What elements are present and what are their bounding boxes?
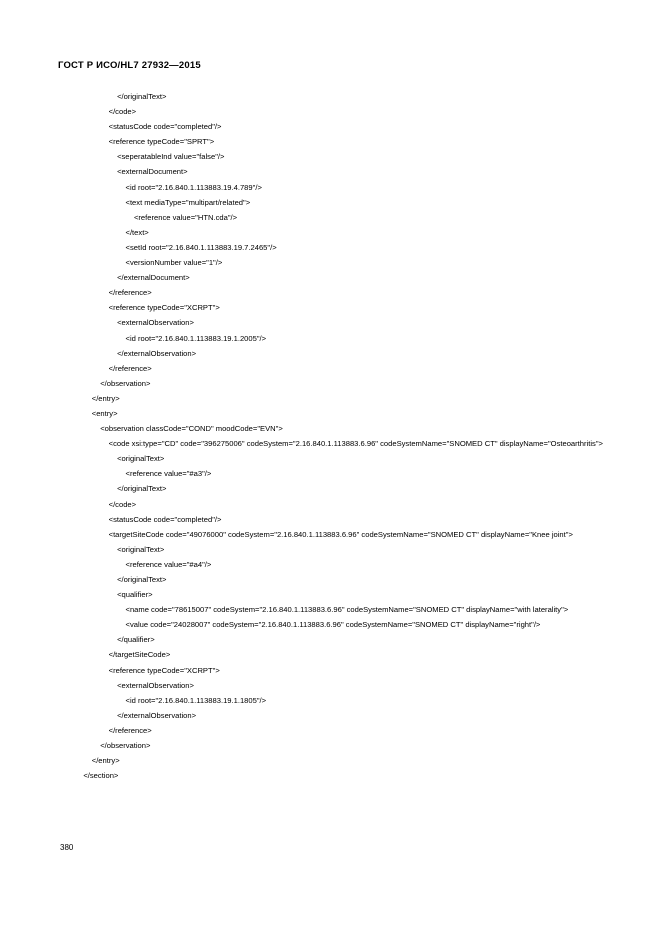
code-line: <statusCode code="completed"/> bbox=[58, 122, 222, 132]
code-line: </externalObservation> bbox=[58, 710, 197, 720]
code-line: <reference value="HTN.cda"/> bbox=[58, 212, 238, 222]
code-line: <reference typeCode="XCRPT"> bbox=[58, 665, 220, 675]
code-line: </externalDocument> bbox=[58, 273, 190, 283]
code-line: <value code="24028007" codeSystem="2.16.840.1.113883.6.96" codeSystemName="SNOMED CT" displayName="right"/> bbox=[58, 620, 541, 630]
code-line: <qualifier> bbox=[58, 590, 153, 600]
code-line: </observation> bbox=[58, 378, 151, 388]
code-line: <seperatableInd value="false"/> bbox=[58, 152, 225, 162]
code-line: <statusCode code="completed"/> bbox=[58, 514, 222, 524]
code-line: </reference> bbox=[58, 725, 152, 735]
code-line: <externalObservation> bbox=[58, 680, 194, 690]
code-line: <externalObservation> bbox=[58, 318, 194, 328]
code-line: <targetSiteCode code="49076000" codeSystem="2.16.840.1.113883.6.96" codeSystemName="SNOMED CT" displayName="Knee joint"> bbox=[58, 529, 573, 539]
code-line: </externalObservation> bbox=[58, 348, 197, 358]
code-line: </reference> bbox=[58, 288, 152, 298]
code-line: <versionNumber value="1"/> bbox=[58, 258, 223, 268]
code-line: <code xsi:type="CD" code="396275006" codeSystem="2.16.840.1.113883.6.96" codeSystemName="SNOMED CT" displayName="Osteoarthritis"> bbox=[58, 439, 603, 449]
code-line: <reference typeCode="SPRT"> bbox=[58, 137, 215, 147]
code-line: </code> bbox=[58, 499, 137, 509]
code-line: <reference typeCode="XCRPT"> bbox=[58, 303, 220, 313]
code-line: </reference> bbox=[58, 363, 152, 373]
code-line: <reference value="#a4"/> bbox=[58, 559, 212, 569]
code-line: </code> bbox=[58, 107, 137, 117]
code-line: </originalText> bbox=[58, 575, 167, 584]
code-line: <text mediaType="multipart/related"> bbox=[58, 197, 251, 207]
page-header: ГОСТ Р ИСО/HL7 27932—2015 bbox=[58, 60, 201, 71]
code-line: </targetSiteCode> bbox=[58, 650, 171, 660]
code-line: <externalDocument> bbox=[58, 167, 188, 177]
code-line: <id root="2.16.840.1.113883.19.1.1805"/> bbox=[58, 695, 267, 705]
code-line: <entry> bbox=[58, 408, 118, 418]
code-line: <id root="2.16.840.1.113883.19.4.789"/> bbox=[58, 182, 262, 192]
code-line: <originalText> bbox=[58, 454, 165, 464]
code-line: <id root="2.16.840.1.113883.19.1.2005"/> bbox=[58, 333, 267, 343]
code-line: </observation> bbox=[58, 741, 151, 751]
code-line: </entry> bbox=[58, 756, 120, 766]
code-line: </entry> bbox=[58, 393, 120, 403]
code-line: </originalText> bbox=[58, 92, 167, 101]
code-line: <observation classCode="COND" moodCode="EVN"> bbox=[58, 424, 283, 434]
code-line: <reference value="#a3"/> bbox=[58, 469, 212, 479]
code-line: </qualifier> bbox=[58, 635, 155, 645]
xml-code-block bbox=[58, 89, 628, 783]
code-line: </text> bbox=[58, 227, 149, 237]
page-number: 380 bbox=[60, 843, 74, 852]
code-line: <name code="78615007" codeSystem="2.16.840.1.113883.6.96" codeSystemName="SNOMED CT" displayName="with laterality"> bbox=[58, 605, 569, 615]
code-line: <setId root="2.16.840.1.113883.19.7.2465"/> bbox=[58, 242, 277, 252]
code-line: <originalText> bbox=[58, 544, 165, 554]
code-line: </originalText> bbox=[58, 484, 167, 494]
code-line: </section> bbox=[58, 771, 119, 781]
